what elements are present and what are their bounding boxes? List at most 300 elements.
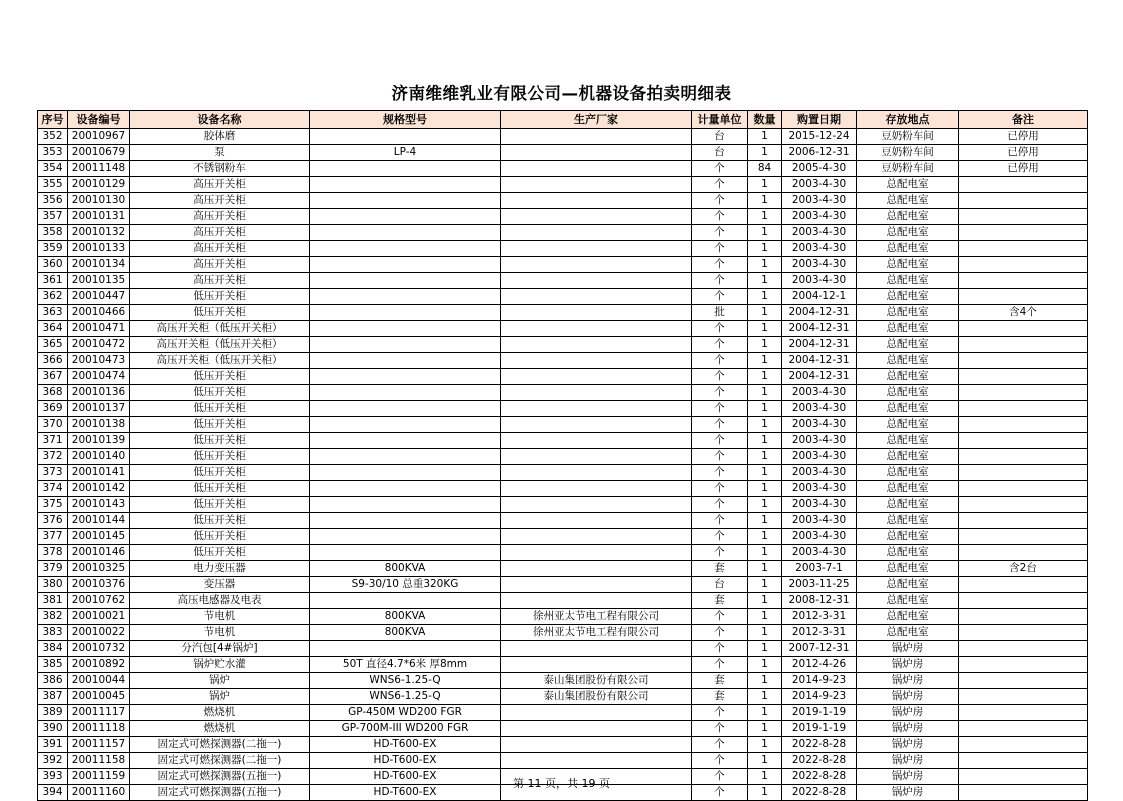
cell-name: 锅炉贮水灌 — [130, 657, 310, 673]
table-row — [38, 273, 1088, 289]
table-row — [38, 177, 1088, 193]
cell-manufacturer — [501, 577, 692, 593]
cell-code: 20010146 — [68, 545, 130, 561]
cell-seq: 384 — [38, 641, 68, 657]
cell-location: 豆奶粉车间 — [857, 161, 959, 177]
cell-unit: 个 — [692, 449, 748, 465]
cell-manufacturer — [501, 161, 692, 177]
cell-unit: 个 — [692, 737, 748, 753]
cell-remark — [959, 545, 1088, 561]
cell-seq: 390 — [38, 721, 68, 737]
cell-unit: 个 — [692, 321, 748, 337]
cell-unit: 个 — [692, 353, 748, 369]
cell-remark — [959, 609, 1088, 625]
cell-remark — [959, 193, 1088, 209]
equipment-table — [37, 110, 1088, 801]
cell-name: 低压开关柜 — [130, 433, 310, 449]
table-row — [38, 529, 1088, 545]
cell-model: HD-T600-EX — [310, 737, 501, 753]
cell-remark — [959, 177, 1088, 193]
cell-seq: 366 — [38, 353, 68, 369]
cell-quantity: 1 — [748, 769, 782, 785]
cell-remark — [959, 433, 1088, 449]
cell-code: 20010045 — [68, 689, 130, 705]
cell-model — [310, 337, 501, 353]
cell-remark — [959, 369, 1088, 385]
cell-remark — [959, 577, 1088, 593]
cell-code: 20010144 — [68, 513, 130, 529]
cell-name: 低压开关柜 — [130, 305, 310, 321]
cell-purchase-date: 2003-11-25 — [782, 577, 857, 593]
cell-model: HD-T600-EX — [310, 785, 501, 801]
column-header-model: 规格型号 — [310, 111, 501, 129]
table-row — [38, 321, 1088, 337]
cell-model — [310, 289, 501, 305]
column-header-quantity: 数量 — [748, 111, 782, 129]
cell-location: 总配电室 — [857, 257, 959, 273]
cell-remark — [959, 481, 1088, 497]
cell-location: 总配电室 — [857, 545, 959, 561]
table-row — [38, 433, 1088, 449]
cell-code: 20010732 — [68, 641, 130, 657]
cell-location: 总配电室 — [857, 577, 959, 593]
cell-quantity: 1 — [748, 337, 782, 353]
cell-seq: 360 — [38, 257, 68, 273]
cell-quantity: 1 — [748, 241, 782, 257]
table-row — [38, 545, 1088, 561]
cell-code: 20011148 — [68, 161, 130, 177]
cell-manufacturer — [501, 369, 692, 385]
cell-model: HD-T600-EX — [310, 753, 501, 769]
cell-manufacturer — [501, 753, 692, 769]
cell-remark — [959, 689, 1088, 705]
cell-seq: 369 — [38, 401, 68, 417]
cell-unit: 个 — [692, 641, 748, 657]
cell-manufacturer — [501, 321, 692, 337]
cell-purchase-date: 2003-4-30 — [782, 225, 857, 241]
cell-remark — [959, 465, 1088, 481]
cell-quantity: 1 — [748, 561, 782, 577]
table-row — [38, 561, 1088, 577]
cell-code: 20010135 — [68, 273, 130, 289]
table-row — [38, 385, 1088, 401]
cell-quantity: 1 — [748, 193, 782, 209]
cell-purchase-date: 2006-12-31 — [782, 145, 857, 161]
cell-manufacturer — [501, 641, 692, 657]
cell-remark — [959, 385, 1088, 401]
table-row — [38, 577, 1088, 593]
cell-model — [310, 513, 501, 529]
cell-manufacturer — [501, 561, 692, 577]
cell-model — [310, 257, 501, 273]
cell-name: 低压开关柜 — [130, 369, 310, 385]
cell-unit: 个 — [692, 385, 748, 401]
cell-manufacturer — [501, 449, 692, 465]
cell-name: 高压开关柜 — [130, 241, 310, 257]
cell-quantity: 1 — [748, 673, 782, 689]
page-footer: 第 11 页，共 19 页 — [513, 777, 610, 790]
cell-model — [310, 305, 501, 321]
table-row — [38, 705, 1088, 721]
cell-seq: 393 — [38, 769, 68, 785]
cell-manufacturer: 泰山集团股份有限公司 — [501, 689, 692, 705]
cell-remark — [959, 721, 1088, 737]
cell-code: 20010133 — [68, 241, 130, 257]
cell-unit: 个 — [692, 465, 748, 481]
cell-purchase-date: 2003-4-30 — [782, 257, 857, 273]
cell-seq: 373 — [38, 465, 68, 481]
cell-purchase-date: 2008-12-31 — [782, 593, 857, 609]
cell-purchase-date: 2019-1-19 — [782, 721, 857, 737]
cell-seq: 385 — [38, 657, 68, 673]
cell-manufacturer — [501, 273, 692, 289]
table-row — [38, 337, 1088, 353]
cell-name: 固定式可燃探测器(二拖一) — [130, 753, 310, 769]
page-title: 济南维维乳业有限公司—机器设备拍卖明细表 — [391, 84, 732, 103]
cell-purchase-date: 2014-9-23 — [782, 673, 857, 689]
table-row — [38, 609, 1088, 625]
cell-quantity: 1 — [748, 529, 782, 545]
cell-model — [310, 529, 501, 545]
table-row — [38, 289, 1088, 305]
cell-model — [310, 385, 501, 401]
table-row — [38, 209, 1088, 225]
table-header-row — [38, 111, 1088, 129]
cell-manufacturer — [501, 257, 692, 273]
cell-remark — [959, 513, 1088, 529]
cell-quantity: 1 — [748, 641, 782, 657]
cell-quantity: 1 — [748, 721, 782, 737]
cell-remark — [959, 673, 1088, 689]
cell-code: 20010022 — [68, 625, 130, 641]
cell-purchase-date: 2004-12-31 — [782, 305, 857, 321]
cell-quantity: 1 — [748, 305, 782, 321]
cell-purchase-date: 2003-4-30 — [782, 385, 857, 401]
cell-name: 低压开关柜 — [130, 497, 310, 513]
cell-location: 总配电室 — [857, 225, 959, 241]
column-header-remark: 备注 — [959, 111, 1088, 129]
cell-manufacturer — [501, 193, 692, 209]
cell-name: 变压器 — [130, 577, 310, 593]
cell-purchase-date: 2004-12-31 — [782, 321, 857, 337]
cell-location: 总配电室 — [857, 369, 959, 385]
cell-model: LP-4 — [310, 145, 501, 161]
cell-unit: 套 — [692, 689, 748, 705]
cell-model — [310, 497, 501, 513]
cell-purchase-date: 2003-4-30 — [782, 449, 857, 465]
table-row — [38, 161, 1088, 177]
cell-remark — [959, 753, 1088, 769]
cell-seq: 354 — [38, 161, 68, 177]
cell-purchase-date: 2003-4-30 — [782, 193, 857, 209]
cell-remark: 含2台 — [959, 561, 1088, 577]
table-row — [38, 657, 1088, 673]
cell-model — [310, 353, 501, 369]
cell-model: 800KVA — [310, 625, 501, 641]
cell-seq: 372 — [38, 449, 68, 465]
table-row — [38, 673, 1088, 689]
table-row — [38, 481, 1088, 497]
cell-seq: 370 — [38, 417, 68, 433]
cell-code: 20010143 — [68, 497, 130, 513]
cell-location: 总配电室 — [857, 305, 959, 321]
cell-unit: 个 — [692, 657, 748, 673]
table-row — [38, 193, 1088, 209]
cell-code: 20010472 — [68, 337, 130, 353]
cell-unit: 台 — [692, 145, 748, 161]
table-row — [38, 737, 1088, 753]
cell-location: 锅炉房 — [857, 657, 959, 673]
table-body — [38, 129, 1088, 801]
cell-manufacturer — [501, 289, 692, 305]
cell-purchase-date: 2012-3-31 — [782, 625, 857, 641]
cell-location: 总配电室 — [857, 465, 959, 481]
cell-seq: 376 — [38, 513, 68, 529]
cell-seq: 383 — [38, 625, 68, 641]
cell-name: 高压开关柜 — [130, 193, 310, 209]
cell-unit: 个 — [692, 769, 748, 785]
cell-name: 节电机 — [130, 609, 310, 625]
cell-quantity: 1 — [748, 289, 782, 305]
cell-code: 20010466 — [68, 305, 130, 321]
cell-location: 锅炉房 — [857, 673, 959, 689]
cell-code: 20010892 — [68, 657, 130, 673]
cell-model: GP-700M-III WD200 FGR — [310, 721, 501, 737]
table-row — [38, 305, 1088, 321]
cell-code: 20010679 — [68, 145, 130, 161]
cell-location: 总配电室 — [857, 289, 959, 305]
cell-remark: 含4个 — [959, 305, 1088, 321]
cell-unit: 套 — [692, 593, 748, 609]
cell-seq: 377 — [38, 529, 68, 545]
cell-name: 高压开关柜（低压开关柜） — [130, 353, 310, 369]
cell-model — [310, 273, 501, 289]
cell-manufacturer — [501, 737, 692, 753]
table-row — [38, 465, 1088, 481]
cell-quantity: 1 — [748, 273, 782, 289]
cell-location: 总配电室 — [857, 353, 959, 369]
cell-unit: 个 — [692, 225, 748, 241]
cell-code: 20010145 — [68, 529, 130, 545]
table-row — [38, 641, 1088, 657]
cell-remark: 已停用 — [959, 145, 1088, 161]
table-row — [38, 257, 1088, 273]
cell-seq: 361 — [38, 273, 68, 289]
table-row — [38, 353, 1088, 369]
table-row — [38, 241, 1088, 257]
cell-quantity: 1 — [748, 145, 782, 161]
table-row — [38, 129, 1088, 145]
cell-name: 高压开关柜 — [130, 209, 310, 225]
cell-manufacturer — [501, 209, 692, 225]
cell-model — [310, 193, 501, 209]
cell-remark — [959, 529, 1088, 545]
table-row — [38, 449, 1088, 465]
cell-name: 高压开关柜 — [130, 257, 310, 273]
column-header-purchase-date: 购置日期 — [782, 111, 857, 129]
cell-name: 燃烧机 — [130, 705, 310, 721]
cell-purchase-date: 2003-4-30 — [782, 433, 857, 449]
cell-purchase-date: 2003-4-30 — [782, 481, 857, 497]
cell-location: 总配电室 — [857, 321, 959, 337]
cell-model: 800KVA — [310, 561, 501, 577]
cell-quantity: 1 — [748, 481, 782, 497]
cell-location: 锅炉房 — [857, 721, 959, 737]
cell-code: 20010138 — [68, 417, 130, 433]
cell-location: 总配电室 — [857, 241, 959, 257]
cell-manufacturer — [501, 497, 692, 513]
cell-code: 20010131 — [68, 209, 130, 225]
cell-manufacturer — [501, 593, 692, 609]
cell-unit: 个 — [692, 753, 748, 769]
cell-quantity: 1 — [748, 609, 782, 625]
cell-location: 锅炉房 — [857, 737, 959, 753]
cell-seq: 358 — [38, 225, 68, 241]
cell-purchase-date: 2004-12-31 — [782, 353, 857, 369]
cell-quantity: 1 — [748, 625, 782, 641]
cell-model: HD-T600-EX — [310, 769, 501, 785]
cell-purchase-date: 2005-4-30 — [782, 161, 857, 177]
cell-seq: 357 — [38, 209, 68, 225]
cell-unit: 个 — [692, 401, 748, 417]
cell-manufacturer — [501, 465, 692, 481]
table-row — [38, 513, 1088, 529]
cell-purchase-date: 2003-4-30 — [782, 513, 857, 529]
cell-code: 20010130 — [68, 193, 130, 209]
cell-purchase-date: 2003-7-1 — [782, 561, 857, 577]
cell-code: 20011159 — [68, 769, 130, 785]
cell-model — [310, 481, 501, 497]
cell-location: 锅炉房 — [857, 769, 959, 785]
cell-name: 锅炉 — [130, 689, 310, 705]
cell-seq: 362 — [38, 289, 68, 305]
cell-manufacturer — [501, 513, 692, 529]
cell-model: 800KVA — [310, 609, 501, 625]
cell-name: 低压开关柜 — [130, 449, 310, 465]
cell-name: 低压开关柜 — [130, 465, 310, 481]
cell-quantity: 1 — [748, 737, 782, 753]
cell-code: 20010762 — [68, 593, 130, 609]
cell-location: 锅炉房 — [857, 641, 959, 657]
table-row — [38, 593, 1088, 609]
cell-remark — [959, 657, 1088, 673]
cell-quantity: 1 — [748, 433, 782, 449]
cell-remark — [959, 321, 1088, 337]
cell-unit: 个 — [692, 513, 748, 529]
table-row — [38, 497, 1088, 513]
cell-name: 低压开关柜 — [130, 529, 310, 545]
cell-purchase-date: 2022-8-28 — [782, 753, 857, 769]
cell-manufacturer — [501, 337, 692, 353]
cell-quantity: 1 — [748, 225, 782, 241]
cell-quantity: 1 — [748, 257, 782, 273]
cell-manufacturer — [501, 529, 692, 545]
table-row — [38, 401, 1088, 417]
cell-location: 总配电室 — [857, 561, 959, 577]
cell-model: 50T 直径4.7*6米 厚8mm — [310, 657, 501, 673]
cell-name: 低压开关柜 — [130, 545, 310, 561]
cell-remark — [959, 353, 1088, 369]
cell-code: 20010021 — [68, 609, 130, 625]
cell-unit: 个 — [692, 193, 748, 209]
cell-manufacturer: 徐州亚太节电工程有限公司 — [501, 625, 692, 641]
cell-quantity: 1 — [748, 545, 782, 561]
cell-code: 20010471 — [68, 321, 130, 337]
cell-code: 20011158 — [68, 753, 130, 769]
cell-code: 20010129 — [68, 177, 130, 193]
cell-purchase-date: 2003-4-30 — [782, 465, 857, 481]
cell-location: 总配电室 — [857, 513, 959, 529]
cell-remark: 已停用 — [959, 161, 1088, 177]
cell-unit: 个 — [692, 241, 748, 257]
cell-seq: 381 — [38, 593, 68, 609]
cell-seq: 374 — [38, 481, 68, 497]
cell-model: GP-450M WD200 FGR — [310, 705, 501, 721]
cell-location: 总配电室 — [857, 433, 959, 449]
cell-quantity: 1 — [748, 513, 782, 529]
cell-unit: 台 — [692, 129, 748, 145]
column-header-code: 设备编号 — [68, 111, 130, 129]
cell-location: 锅炉房 — [857, 705, 959, 721]
cell-quantity: 1 — [748, 417, 782, 433]
cell-quantity: 1 — [748, 353, 782, 369]
cell-model — [310, 129, 501, 145]
cell-seq: 371 — [38, 433, 68, 449]
cell-seq: 387 — [38, 689, 68, 705]
cell-seq: 389 — [38, 705, 68, 721]
cell-quantity: 1 — [748, 465, 782, 481]
table-row — [38, 145, 1088, 161]
cell-name: 高压开关柜 — [130, 225, 310, 241]
cell-manufacturer — [501, 705, 692, 721]
cell-name: 低压开关柜 — [130, 401, 310, 417]
cell-unit: 个 — [692, 705, 748, 721]
cell-manufacturer — [501, 177, 692, 193]
cell-remark — [959, 737, 1088, 753]
cell-model — [310, 449, 501, 465]
cell-code: 20011118 — [68, 721, 130, 737]
cell-unit: 个 — [692, 369, 748, 385]
cell-purchase-date: 2012-4-26 — [782, 657, 857, 673]
cell-purchase-date: 2003-4-30 — [782, 545, 857, 561]
cell-name: 燃烧机 — [130, 721, 310, 737]
column-header-seq: 序号 — [38, 111, 68, 129]
cell-unit: 批 — [692, 305, 748, 321]
cell-quantity: 1 — [748, 497, 782, 513]
cell-manufacturer: 徐州亚太节电工程有限公司 — [501, 609, 692, 625]
cell-name: 低压开关柜 — [130, 417, 310, 433]
cell-remark — [959, 209, 1088, 225]
cell-quantity: 1 — [748, 369, 782, 385]
cell-name: 低压开关柜 — [130, 513, 310, 529]
cell-code: 20011157 — [68, 737, 130, 753]
cell-unit: 个 — [692, 721, 748, 737]
cell-name: 高压开关柜（低压开关柜） — [130, 321, 310, 337]
cell-seq: 375 — [38, 497, 68, 513]
cell-model — [310, 465, 501, 481]
cell-remark — [959, 401, 1088, 417]
cell-code: 20010473 — [68, 353, 130, 369]
cell-remark — [959, 225, 1088, 241]
cell-quantity: 1 — [748, 209, 782, 225]
cell-unit: 个 — [692, 609, 748, 625]
cell-quantity: 1 — [748, 657, 782, 673]
cell-manufacturer — [501, 481, 692, 497]
cell-manufacturer — [501, 657, 692, 673]
cell-quantity: 1 — [748, 577, 782, 593]
cell-unit: 台 — [692, 577, 748, 593]
cell-code: 20010142 — [68, 481, 130, 497]
